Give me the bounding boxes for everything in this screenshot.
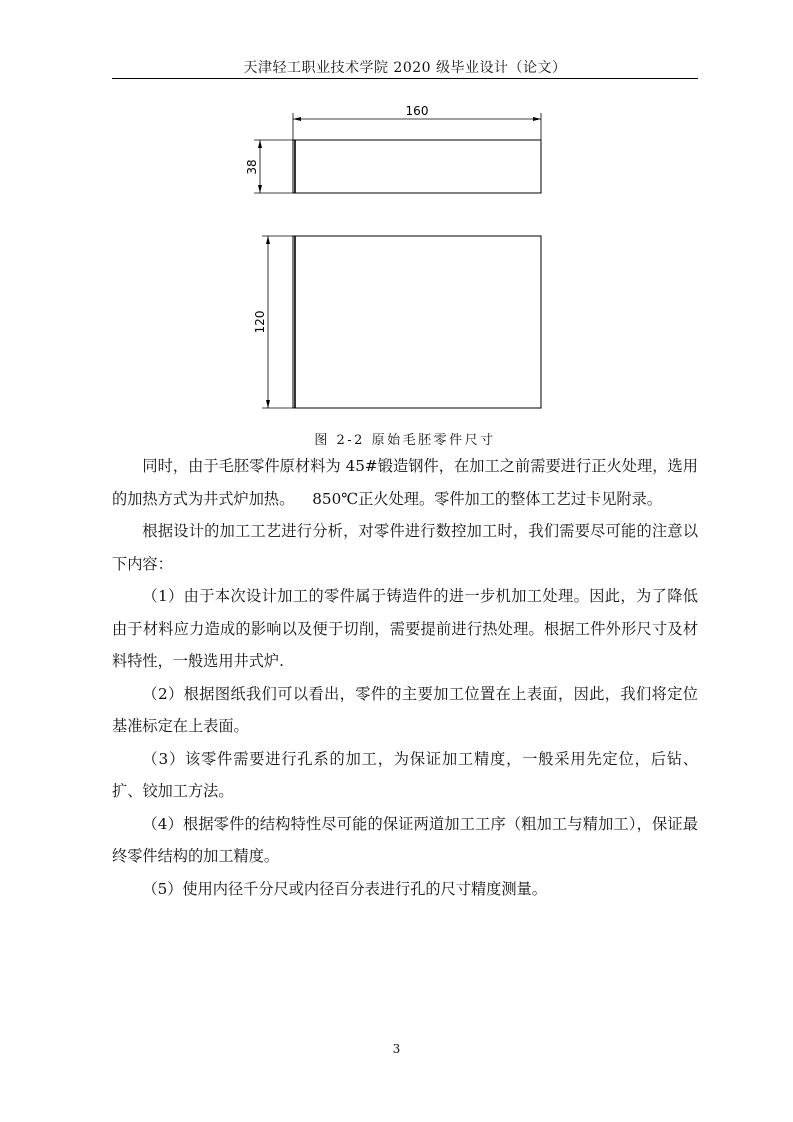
height-dimension-label: 38 xyxy=(245,159,259,175)
height-dimension xyxy=(245,140,293,193)
depth-dimension xyxy=(253,236,293,408)
paragraph-text: 850℃正火处理。零件加工的整体工艺过卡见附录。 xyxy=(312,489,662,508)
blank-front-view xyxy=(293,140,541,193)
list-item: （2）根据图纸我们可以看出，零件的主要加工位置在上表面，因此，我们将定位基准标定在上表面。 xyxy=(112,684,698,735)
page-number: 3 xyxy=(392,1042,401,1056)
width-dimension-label: 160 xyxy=(405,104,429,118)
width-dimension xyxy=(293,104,541,140)
header-divider xyxy=(112,78,698,79)
list-item: （3）该零件需要进行孔系的加工，为保证加工精度，一般采用先定位，后钻、扩、铰加工方法。 xyxy=(112,749,698,800)
list-item: （1）由于本次设计加工的零件属于铸造件的进一步机加工处理。因此，为了降低由于材料应力造成的影响以及便于切削，需要提前进行热处理。根据工件外形尺寸及材料特性，一般选用井式炉. xyxy=(112,587,698,670)
paragraph xyxy=(112,450,698,515)
body-text xyxy=(112,450,698,905)
list-item: （4）根据零件的结构特性尽可能的保证两道加工工序（粗加工与精加工），保证最终零件结构的加工精度。 xyxy=(112,814,698,865)
blank-part-drawing xyxy=(230,95,560,415)
list-item: （5）使用内径千分尺或内径百分表进行孔的尺寸精度测量。 xyxy=(142,879,547,898)
depth-dimension-label: 120 xyxy=(253,310,267,334)
page-header: 天津轻工职业技术学院 2020 级毕业设计（论文） xyxy=(243,60,567,76)
paragraph: 根据设计的加工工艺进行分析，对零件进行数控加工时，我们需要尽可能的注意以下内容： xyxy=(112,522,698,573)
figure-caption: 图 2-2 原始毛胚零件尺寸 xyxy=(314,433,496,448)
paragraph-text: 同时，由于毛胚零件原材料为 45#锻造钢件，在加工之前需要进行正火处理，选用的加热方式为井式炉加热。 xyxy=(112,457,698,508)
blank-top-view xyxy=(293,236,541,408)
